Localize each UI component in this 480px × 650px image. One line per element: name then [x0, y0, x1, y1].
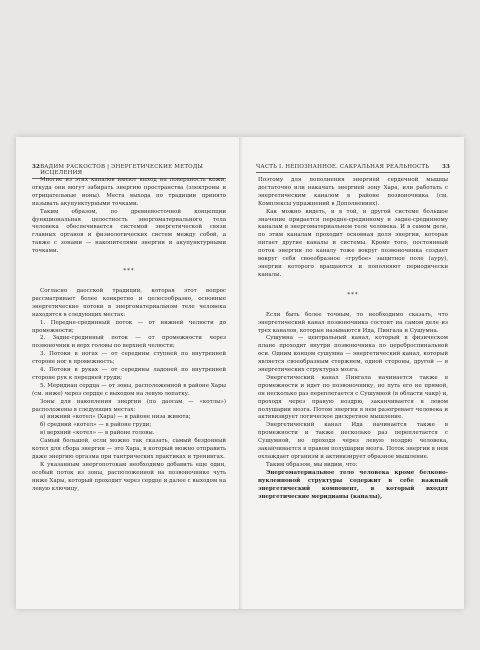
paragraph: Согласно даосской традиции, которая этот вопрос рассматривает более конкретно и целесообразно, основные энергетические потоки в энергоматериальном теле человека находятся в следующих местах: [32, 287, 226, 318]
bold-paragraph: Энергоматериальное тело человека кроме белково-нуклеиновой структуры содержит в себе важный энергетический компонент, в который входят энергетические меридианы (каналы), [258, 469, 448, 500]
left-page-body [32, 177, 226, 494]
right-running-head [256, 164, 450, 173]
list-item: б) средний «котел» — в районе груди; [40, 422, 152, 429]
paragraph: Если быть более точным, то необходимо сказать, что энергетический канал позвоночника состоит на самом деле из трех каналов, которые называются Ида, Пингала и Сушумна. [258, 311, 448, 334]
paragraph: К указанным энергопотокам необходимо добавить еще один, особый поток из зоны, расположенной на позвоночнике чуть ниже Хары, который проходит через сердце и далее с выходом на левую ключицу, [32, 461, 226, 492]
list-item: а) нижний «котел» (Хара) — в районе низа живота; [40, 414, 191, 421]
paragraph: Энергетический канал Ида начинается также в промежности и также несколько раз переплетается с Сушумной, но проходя через левую ноздрю человека, заканчивается в правом полушарии мозга. Поток энергии в нем охлаждает организм и активизирует образное мышление. [258, 422, 448, 460]
list-item: 5. Меридиан сердца — от зоны, расположенной в районе Хары (см. ниже) через сердце с выходом на левую лопатку. [32, 382, 226, 397]
paragraph: Энергетический канал Пингала начинается также в промежности и идет по позвоночнику, но путь его не прямой, он несколько раз переплетается с Сушумной (в области чакр) и, проходя через правую ноздрю, заканчивается в левом полушарии мозга. Потом энергии в нем разогревает человека и активизирует логическое дискретное мышление. [258, 374, 448, 421]
book-spread [16, 137, 464, 609]
right-page [240, 137, 464, 609]
right-page-number: 33 [441, 164, 450, 170]
section-divider: *** [123, 268, 135, 275]
paragraph: Самый большой, если можно так сказать, самый бездонный котел для сбора энергии — это Хара, в который можно отправить даже энергию оргазма при тантрических практиках и тренингах. [32, 438, 226, 460]
list-item: 4. Потоки в руках — от середины ладоней по внутренней стороне рук к передней груди; [32, 367, 226, 381]
left-page-number: 32 [32, 164, 41, 170]
paragraph: Сушумна — центральный канал, который в физическом плане проходит внутри позвоночника по цереброспинальной оси. Одним концом сушумна — энергетический канал, который является своеобразным стержнем, одной стороны, другой — в энергетических структурах мозга. [258, 335, 448, 374]
left-running-title: ВАДИМ РАСКОСТОВ | ЭНЕРГЕТИЧЕСКИЕ МЕТОДЫ ИСЦЕЛЕНИЯ [40, 164, 204, 176]
right-page-body [258, 177, 448, 501]
section-divider: *** [347, 291, 359, 298]
paragraph: Таким образом, мы видим, что: [266, 461, 358, 468]
paragraph: Многие из этих каналов имеют выход на поверхность кожи, откуда они могут забирать энергию пространства (электроны и отрицательные ионы). Места выхода по традиции принято называть акупунктурными точками. [32, 177, 226, 207]
left-page [16, 137, 240, 609]
list-item: в) верхний «котел» — в районе головы. [40, 430, 155, 437]
paragraph: Поэтому для пополнения энергией сердечной мышцы достаточно или накачать энергией зону Хара, или работать с энергетическим каналом в районе позвоночника (см. Комплексы упражнений в Дополнениях). [258, 177, 448, 207]
right-running-title: ЧАСТЬ I. НЕПОЗНАННОЕ. САКРАЛЬНАЯ РЕАЛЬНОСТЬ [256, 164, 430, 170]
paragraph: Зоны для накопления энергии (по даосам — «котлы») расположены в следующих местах: [32, 398, 226, 413]
paragraph: Таким образом, по древневосточной концепции функциональная целостность энергоматериального тела человека обеспечивается системой энергетической связи главных органов и физиологических систем между собой, а также с зонами — накопителями энергии и акупунктурными точками. [32, 208, 226, 255]
list-item: 2. Задне-срединный поток — от промежности через позвоночник и верх головы по верхней челюсти; [32, 335, 226, 350]
paragraph: Как можно видеть, и в той, и другой системе большое значение придается переднe-срединному и заднe-срединному каналам в энергоматериальном теле человека. И в самом деле, по этим каналам проходит основная доля энергии, которая питает другие каналы и системы. Кроме того, постоянный поток энергии по каналу тоже вокруг позвоночника создает вокруг себя своеобразное «грубое» защитное поле (ауру), энергии которого вращаются и пополняют периодически каналы. [258, 208, 448, 278]
list-item: 1. Переднe-срединный поток — от нижней челюсти до промежности; [32, 319, 226, 334]
list-item: 3. Потоки в ногах — от середины ступней по внутренней стороне ног в промежность; [32, 351, 226, 366]
